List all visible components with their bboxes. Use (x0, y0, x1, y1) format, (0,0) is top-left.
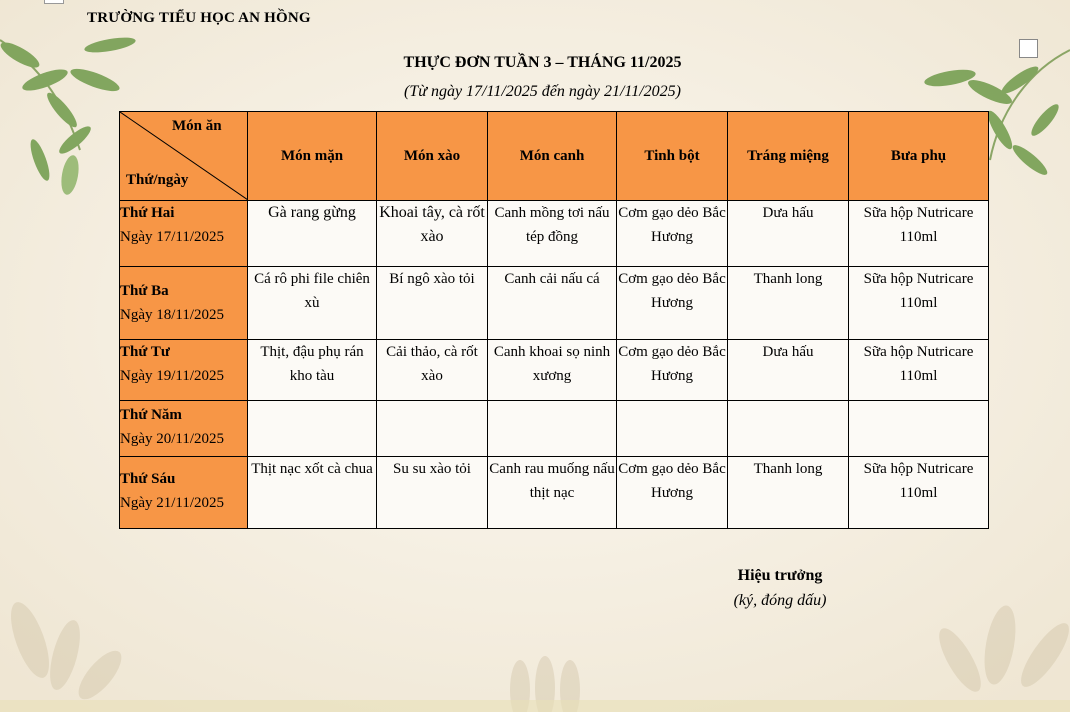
dish-cell: Canh mồng tơi nấu tép đồng (488, 201, 617, 267)
page-title: THỰC ĐƠN TUẦN 3 – THÁNG 11/2025 (403, 54, 682, 71)
dish-cell (488, 401, 617, 457)
day-name: Thứ Ba (120, 283, 169, 299)
day-date: Ngày 21/11/2025 (120, 495, 225, 511)
dish-cell: Cơm gạo dẻo Bắc Hương (617, 267, 728, 340)
day-cell (120, 267, 248, 340)
day-date: Ngày 20/11/2025 (120, 431, 225, 447)
day-name: Thứ Hai (120, 205, 175, 221)
dish-cell: Cơm gạo dẻo Bắc Hương (617, 340, 728, 401)
column-header: Bưa phụ (849, 112, 989, 201)
day-date: Ngày 17/11/2025 (120, 229, 225, 245)
menu-table (119, 111, 989, 529)
dish-cell: Thanh long (728, 457, 849, 529)
table-row (120, 201, 989, 267)
dish-cell: Dưa hấu (728, 340, 849, 401)
day-name: Thứ Sáu (120, 471, 176, 487)
table-row (120, 340, 989, 401)
dish-cell (849, 401, 989, 457)
dish-cell: Canh cải nấu cá (488, 267, 617, 340)
day-cell (120, 340, 248, 401)
dish-cell (617, 401, 728, 457)
dish-cell: Cá rô phi file chiên xù (248, 267, 377, 340)
school-name: TRƯỜNG TIỂU HỌC AN HỒNG (87, 10, 311, 26)
dish-cell: Cải thảo, cà rốt xào (377, 340, 488, 401)
column-header: Món canh (488, 112, 617, 201)
dish-cell: Sữa hộp Nutricare 110ml (849, 457, 989, 529)
day-date: Ngày 18/11/2025 (120, 307, 225, 323)
column-header: Món xào (377, 112, 488, 201)
dish-cell: Su su xào tỏi (377, 457, 488, 529)
day-date: Ngày 19/11/2025 (120, 368, 225, 384)
day-name: Thứ Tư (120, 344, 170, 360)
corner-label-dish: Món ăn (172, 118, 222, 134)
dish-cell: Cơm gạo dẻo Bắc Hương (617, 457, 728, 529)
page-subtitle: (Từ ngày 17/11/2025 đến ngày 21/11/2025) (404, 83, 681, 100)
table-row (120, 457, 989, 529)
column-header: Tráng miệng (728, 112, 849, 201)
signature-role: Hiệu trưởng (737, 567, 823, 584)
dish-cell: Thịt, đậu phụ rán kho tàu (248, 340, 377, 401)
dish-cell: Canh rau muống nấu thịt nạc (488, 457, 617, 529)
dish-cell: Cơm gạo dẻo Bắc Hương (617, 201, 728, 267)
table-row (120, 401, 989, 457)
column-header: Tinh bột (617, 112, 728, 201)
day-cell (120, 401, 248, 457)
dish-cell: Khoai tây, cà rốt xào (377, 201, 488, 267)
corner-header-cell (120, 112, 248, 201)
dish-cell: Bí ngô xào tỏi (377, 267, 488, 340)
column-header: Món mặn (248, 112, 377, 201)
anchor-marker (44, 0, 64, 4)
dish-cell: Sữa hộp Nutricare 110ml (849, 201, 989, 267)
day-cell (120, 457, 248, 529)
corner-label-day: Thứ/ngày (126, 172, 189, 188)
table-header-row (120, 112, 989, 201)
day-name: Thứ Năm (120, 407, 182, 423)
signature-note: (ký, đóng dấu) (733, 592, 827, 609)
table-row (120, 267, 989, 340)
dish-cell: Thịt nạc xốt cà chua (248, 457, 377, 529)
dish-cell (728, 401, 849, 457)
dish-cell: Thanh long (728, 267, 849, 340)
dish-cell (377, 401, 488, 457)
dish-cell: Sữa hộp Nutricare 110ml (849, 267, 989, 340)
day-cell (120, 201, 248, 267)
dish-cell (248, 401, 377, 457)
dish-cell: Sữa hộp Nutricare 110ml (849, 340, 989, 401)
dish-cell: Canh khoai sọ ninh xương (488, 340, 617, 401)
dish-cell: Gà rang gừng (248, 201, 377, 267)
dish-cell: Dưa hấu (728, 201, 849, 267)
